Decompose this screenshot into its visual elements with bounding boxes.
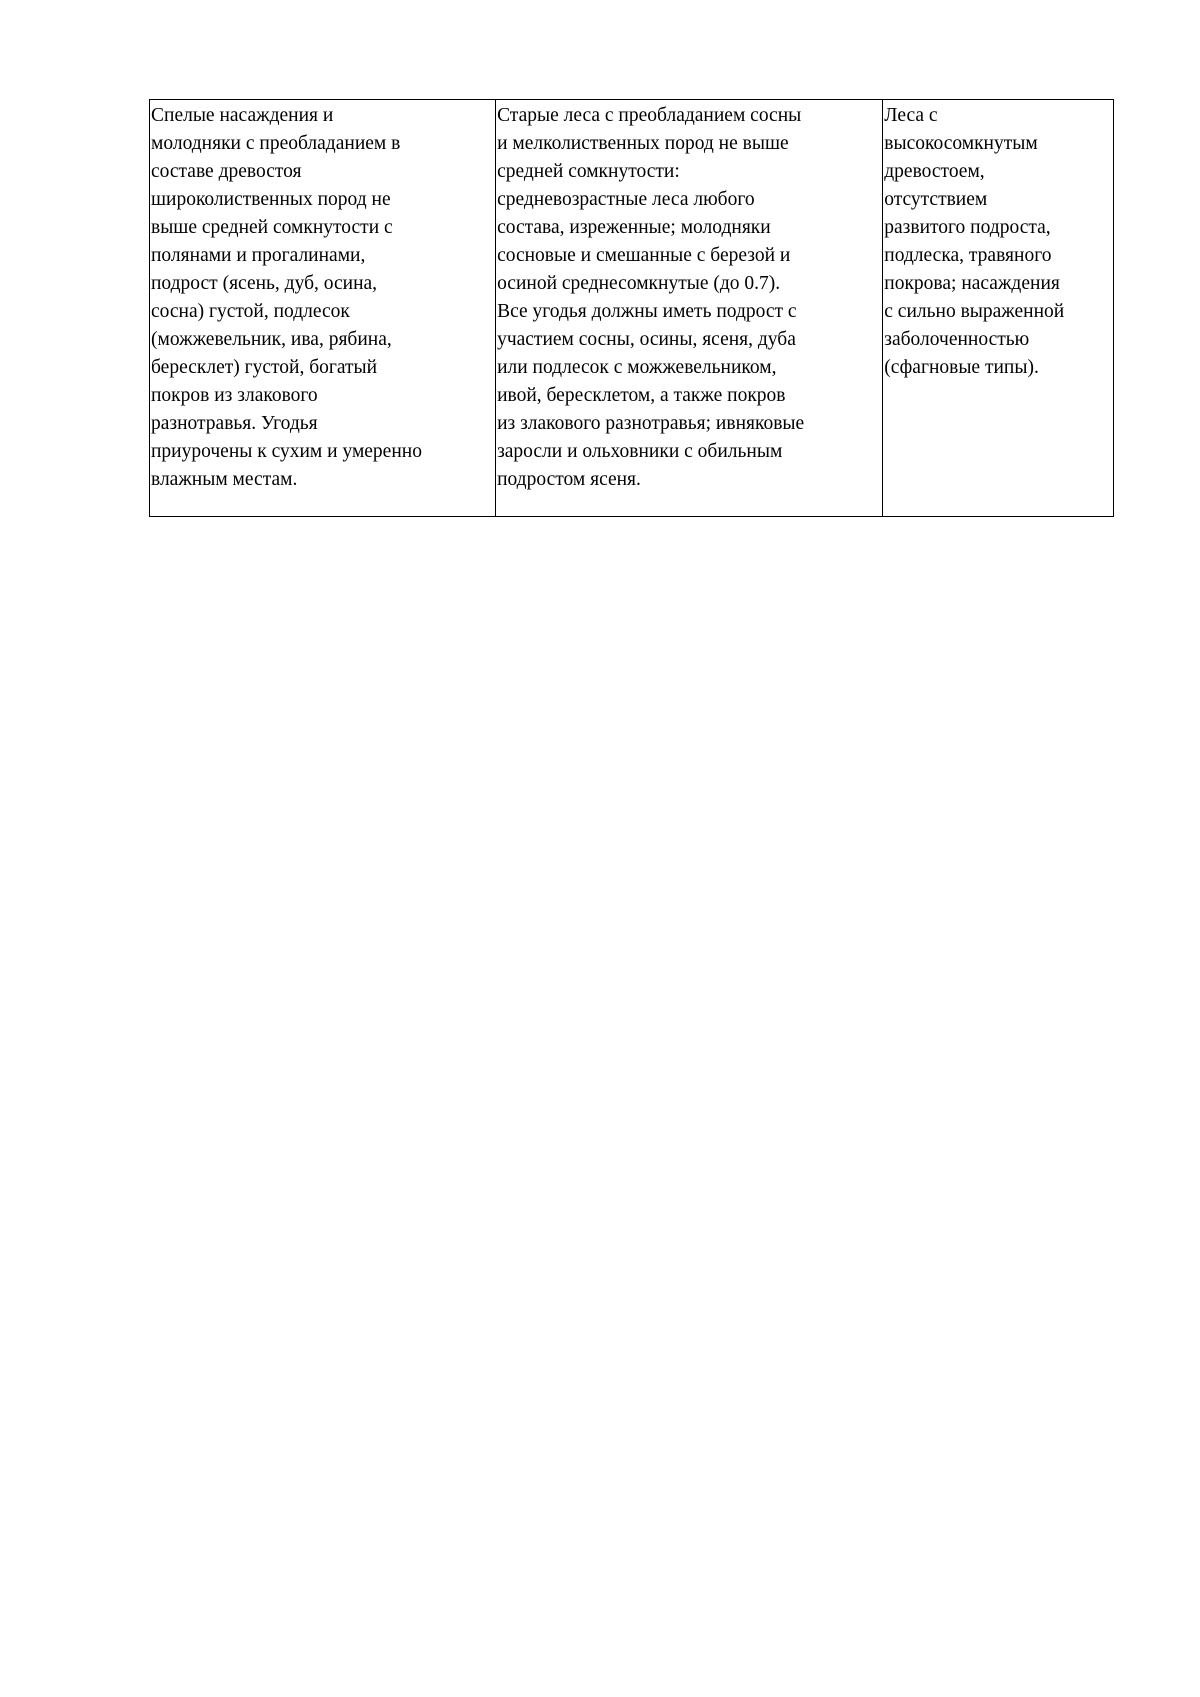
table-cell-old-forests: Старые леса с преобладанием сосны и мелколиственных пород не выше средней сомкнутости: средневозрастные леса любого состава, изреженные; молодняки сосновые и смешанные с березой и осиной среднесомкнутые (до 0.7). Все угодья должны иметь подрост с участием сосны, осины, ясеня, дуба или подлесок с можжевельником, ивой, бересклетом, а также покров из злакового разнотравья; ивняковые заросли и ольховники с обильным подростом ясеня. xyxy=(496,100,883,517)
table-cell-dense-forests: Леса с высокосомкнутым древостоем, отсутствием развитого подроста, подлеска, травяного покрова; насаждения с сильно выраженной заболоченностью (сфагновые типы). xyxy=(883,100,1114,517)
habitat-table xyxy=(149,99,1114,517)
table-row xyxy=(150,100,1114,517)
table-cell-mature-plantings: Спелые насаждения и молодняки с преобладанием в составе древостоя широколиственных пород не выше средней сомкнутости с полянами и прогалинами, подрост (ясень, дуб, осина, сосна) густой, подлесок (можжевельник, ива, рябина, бересклет) густой, богатый покров из злакового разнотравья. Угодья приурочены к сухим и умеренно влажным местам. xyxy=(150,100,496,517)
